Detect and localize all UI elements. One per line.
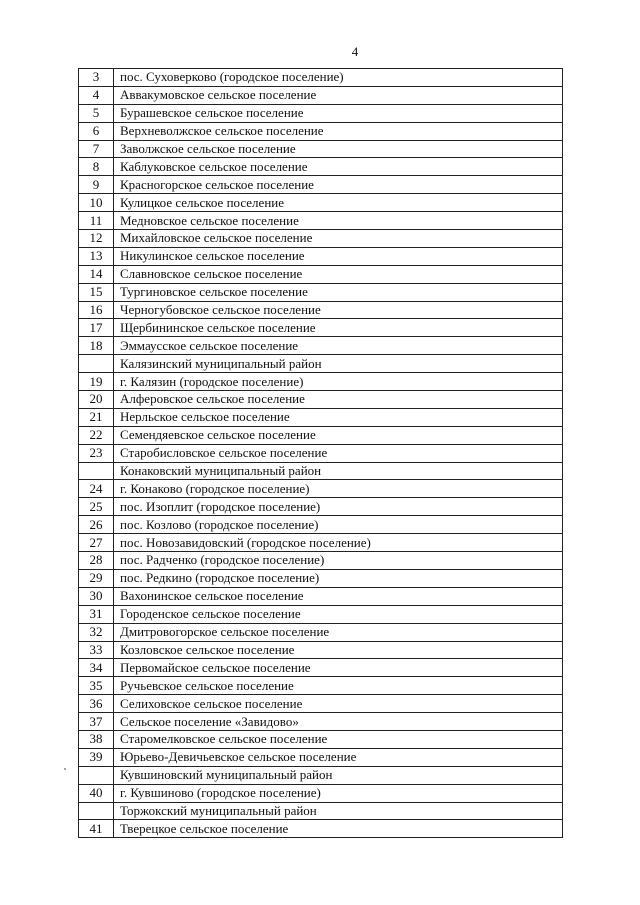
- table-row: [79, 748, 563, 766]
- table-row: [79, 230, 563, 248]
- row-number: 25: [79, 498, 114, 516]
- settlement-name: Ручьевское сельское поселение: [114, 677, 563, 695]
- settlement-name: Тургиновское сельское поселение: [114, 283, 563, 301]
- scan-speck: [64, 768, 66, 770]
- district-name: Кувшиновский муниципальный район: [114, 766, 563, 784]
- row-number: 10: [79, 194, 114, 212]
- settlement-name: Заволжское сельское поселение: [114, 140, 563, 158]
- table-row: [79, 373, 563, 391]
- settlement-name: Козловское сельское поселение: [114, 641, 563, 659]
- settlement-name: Каблуковское сельское поселение: [114, 158, 563, 176]
- row-number: 32: [79, 623, 114, 641]
- settlement-name: Нерльское сельское поселение: [114, 408, 563, 426]
- row-number: 28: [79, 552, 114, 570]
- table-row: [79, 534, 563, 552]
- row-number: 8: [79, 158, 114, 176]
- settlements-table-body: [79, 69, 563, 838]
- row-number: 34: [79, 659, 114, 677]
- settlement-name: Городенское сельское поселение: [114, 605, 563, 623]
- page-number: 4: [351, 44, 359, 59]
- table-row: [79, 569, 563, 587]
- table-row: [79, 176, 563, 194]
- row-number: 6: [79, 122, 114, 140]
- settlement-name: г. Конаково (городское поселение): [114, 480, 563, 498]
- row-number: 24: [79, 480, 114, 498]
- table-row: [79, 426, 563, 444]
- settlement-name: Семендяевское сельское поселение: [114, 426, 563, 444]
- settlement-name: Старобисловское сельское поселение: [114, 444, 563, 462]
- settlement-name: г. Кувшиново (городское поселение): [114, 784, 563, 802]
- table-row: [79, 784, 563, 802]
- settlement-name: Михайловское сельское поселение: [114, 230, 563, 248]
- settlement-name: Селиховское сельское поселение: [114, 695, 563, 713]
- row-number: 13: [79, 247, 114, 265]
- district-name: Конаковский муниципальный район: [114, 462, 563, 480]
- settlement-name: Бурашевское сельское поселение: [114, 104, 563, 122]
- settlement-name: Алферовское сельское поселение: [114, 391, 563, 409]
- settlements-table: [78, 68, 563, 838]
- row-number: 20: [79, 391, 114, 409]
- table-row: [79, 516, 563, 534]
- row-number: 35: [79, 677, 114, 695]
- table-row: [79, 283, 563, 301]
- settlement-name: Сельское поселение «Завидово»: [114, 713, 563, 731]
- table-row: [79, 659, 563, 677]
- settlement-name: Эммаусское сельское поселение: [114, 337, 563, 355]
- settlement-name: Юрьево-Девичьевское сельское поселение: [114, 748, 563, 766]
- settlement-name: Красногорское сельское поселение: [114, 176, 563, 194]
- table-row: [79, 122, 563, 140]
- row-number: 29: [79, 569, 114, 587]
- table-row: [79, 391, 563, 409]
- table-row: [79, 677, 563, 695]
- row-number: 26: [79, 516, 114, 534]
- row-number: 11: [79, 212, 114, 230]
- row-number: 9: [79, 176, 114, 194]
- row-number: 41: [79, 820, 114, 838]
- row-number: 27: [79, 534, 114, 552]
- table-row: [79, 480, 563, 498]
- row-number: [79, 355, 114, 373]
- table-row: [79, 713, 563, 731]
- settlement-name: Славновское сельское поселение: [114, 265, 563, 283]
- table-row: [79, 730, 563, 748]
- table-row: [79, 140, 563, 158]
- settlement-name: Первомайское сельское поселение: [114, 659, 563, 677]
- table-row: [79, 337, 563, 355]
- row-number: 12: [79, 230, 114, 248]
- table-row: [79, 69, 563, 87]
- row-number: [79, 462, 114, 480]
- settlement-name: Дмитровогорское сельское поселение: [114, 623, 563, 641]
- table-row: [79, 820, 563, 838]
- row-number: 21: [79, 408, 114, 426]
- row-number: 5: [79, 104, 114, 122]
- settlement-name: пос. Изоплит (городское поселение): [114, 498, 563, 516]
- row-number: 36: [79, 695, 114, 713]
- row-number: 30: [79, 587, 114, 605]
- settlement-name: Тверецкое сельское поселение: [114, 820, 563, 838]
- table-row: [79, 86, 563, 104]
- table-row: [79, 623, 563, 641]
- settlement-name: пос. Новозавидовский (городское поселение): [114, 534, 563, 552]
- table-row: [79, 194, 563, 212]
- district-header-row: [79, 766, 563, 784]
- row-number: 16: [79, 301, 114, 319]
- settlement-name: Кулицкое сельское поселение: [114, 194, 563, 212]
- settlement-name: Никулинское сельское поселение: [114, 247, 563, 265]
- table-row: [79, 265, 563, 283]
- table-row: [79, 498, 563, 516]
- row-number: 3: [79, 69, 114, 87]
- row-number: 15: [79, 283, 114, 301]
- table-row: [79, 319, 563, 337]
- settlement-name: Верхневолжское сельское поселение: [114, 122, 563, 140]
- row-number: 18: [79, 337, 114, 355]
- row-number: 39: [79, 748, 114, 766]
- settlement-name: г. Калязин (городское поселение): [114, 373, 563, 391]
- settlement-name: Старомелковское сельское поселение: [114, 730, 563, 748]
- table-row: [79, 641, 563, 659]
- row-number: 40: [79, 784, 114, 802]
- settlement-name: Аввакумовское сельское поселение: [114, 86, 563, 104]
- row-number: 37: [79, 713, 114, 731]
- row-number: 31: [79, 605, 114, 623]
- settlement-name: пос. Радченко (городское поселение): [114, 552, 563, 570]
- settlement-name: Медновское сельское поселение: [114, 212, 563, 230]
- table-row: [79, 247, 563, 265]
- district-header-row: [79, 802, 563, 820]
- row-number: 19: [79, 373, 114, 391]
- table-row: [79, 587, 563, 605]
- row-number: 14: [79, 265, 114, 283]
- row-number: [79, 766, 114, 784]
- table-row: [79, 212, 563, 230]
- table-row: [79, 104, 563, 122]
- district-header-row: [79, 355, 563, 373]
- table-row: [79, 158, 563, 176]
- table-row: [79, 552, 563, 570]
- district-header-row: [79, 462, 563, 480]
- settlement-name: Черногубовское сельское поселение: [114, 301, 563, 319]
- settlement-name: Щербининское сельское поселение: [114, 319, 563, 337]
- row-number: 33: [79, 641, 114, 659]
- row-number: 17: [79, 319, 114, 337]
- district-name: Торжокский муниципальный район: [114, 802, 563, 820]
- row-number: 22: [79, 426, 114, 444]
- table-row: [79, 605, 563, 623]
- row-number: 4: [79, 86, 114, 104]
- table-row: [79, 301, 563, 319]
- table-row: [79, 695, 563, 713]
- district-name: Калязинский муниципальный район: [114, 355, 563, 373]
- row-number: 38: [79, 730, 114, 748]
- settlement-name: пос. Редкино (городское поселение): [114, 569, 563, 587]
- settlement-name: Вахонинское сельское поселение: [114, 587, 563, 605]
- settlement-name: пос. Козлово (городское поселение): [114, 516, 563, 534]
- row-number: [79, 802, 114, 820]
- row-number: 23: [79, 444, 114, 462]
- table-row: [79, 408, 563, 426]
- row-number: 7: [79, 140, 114, 158]
- table-row: [79, 444, 563, 462]
- settlement-name: пос. Суховерково (городское поселение): [114, 69, 563, 87]
